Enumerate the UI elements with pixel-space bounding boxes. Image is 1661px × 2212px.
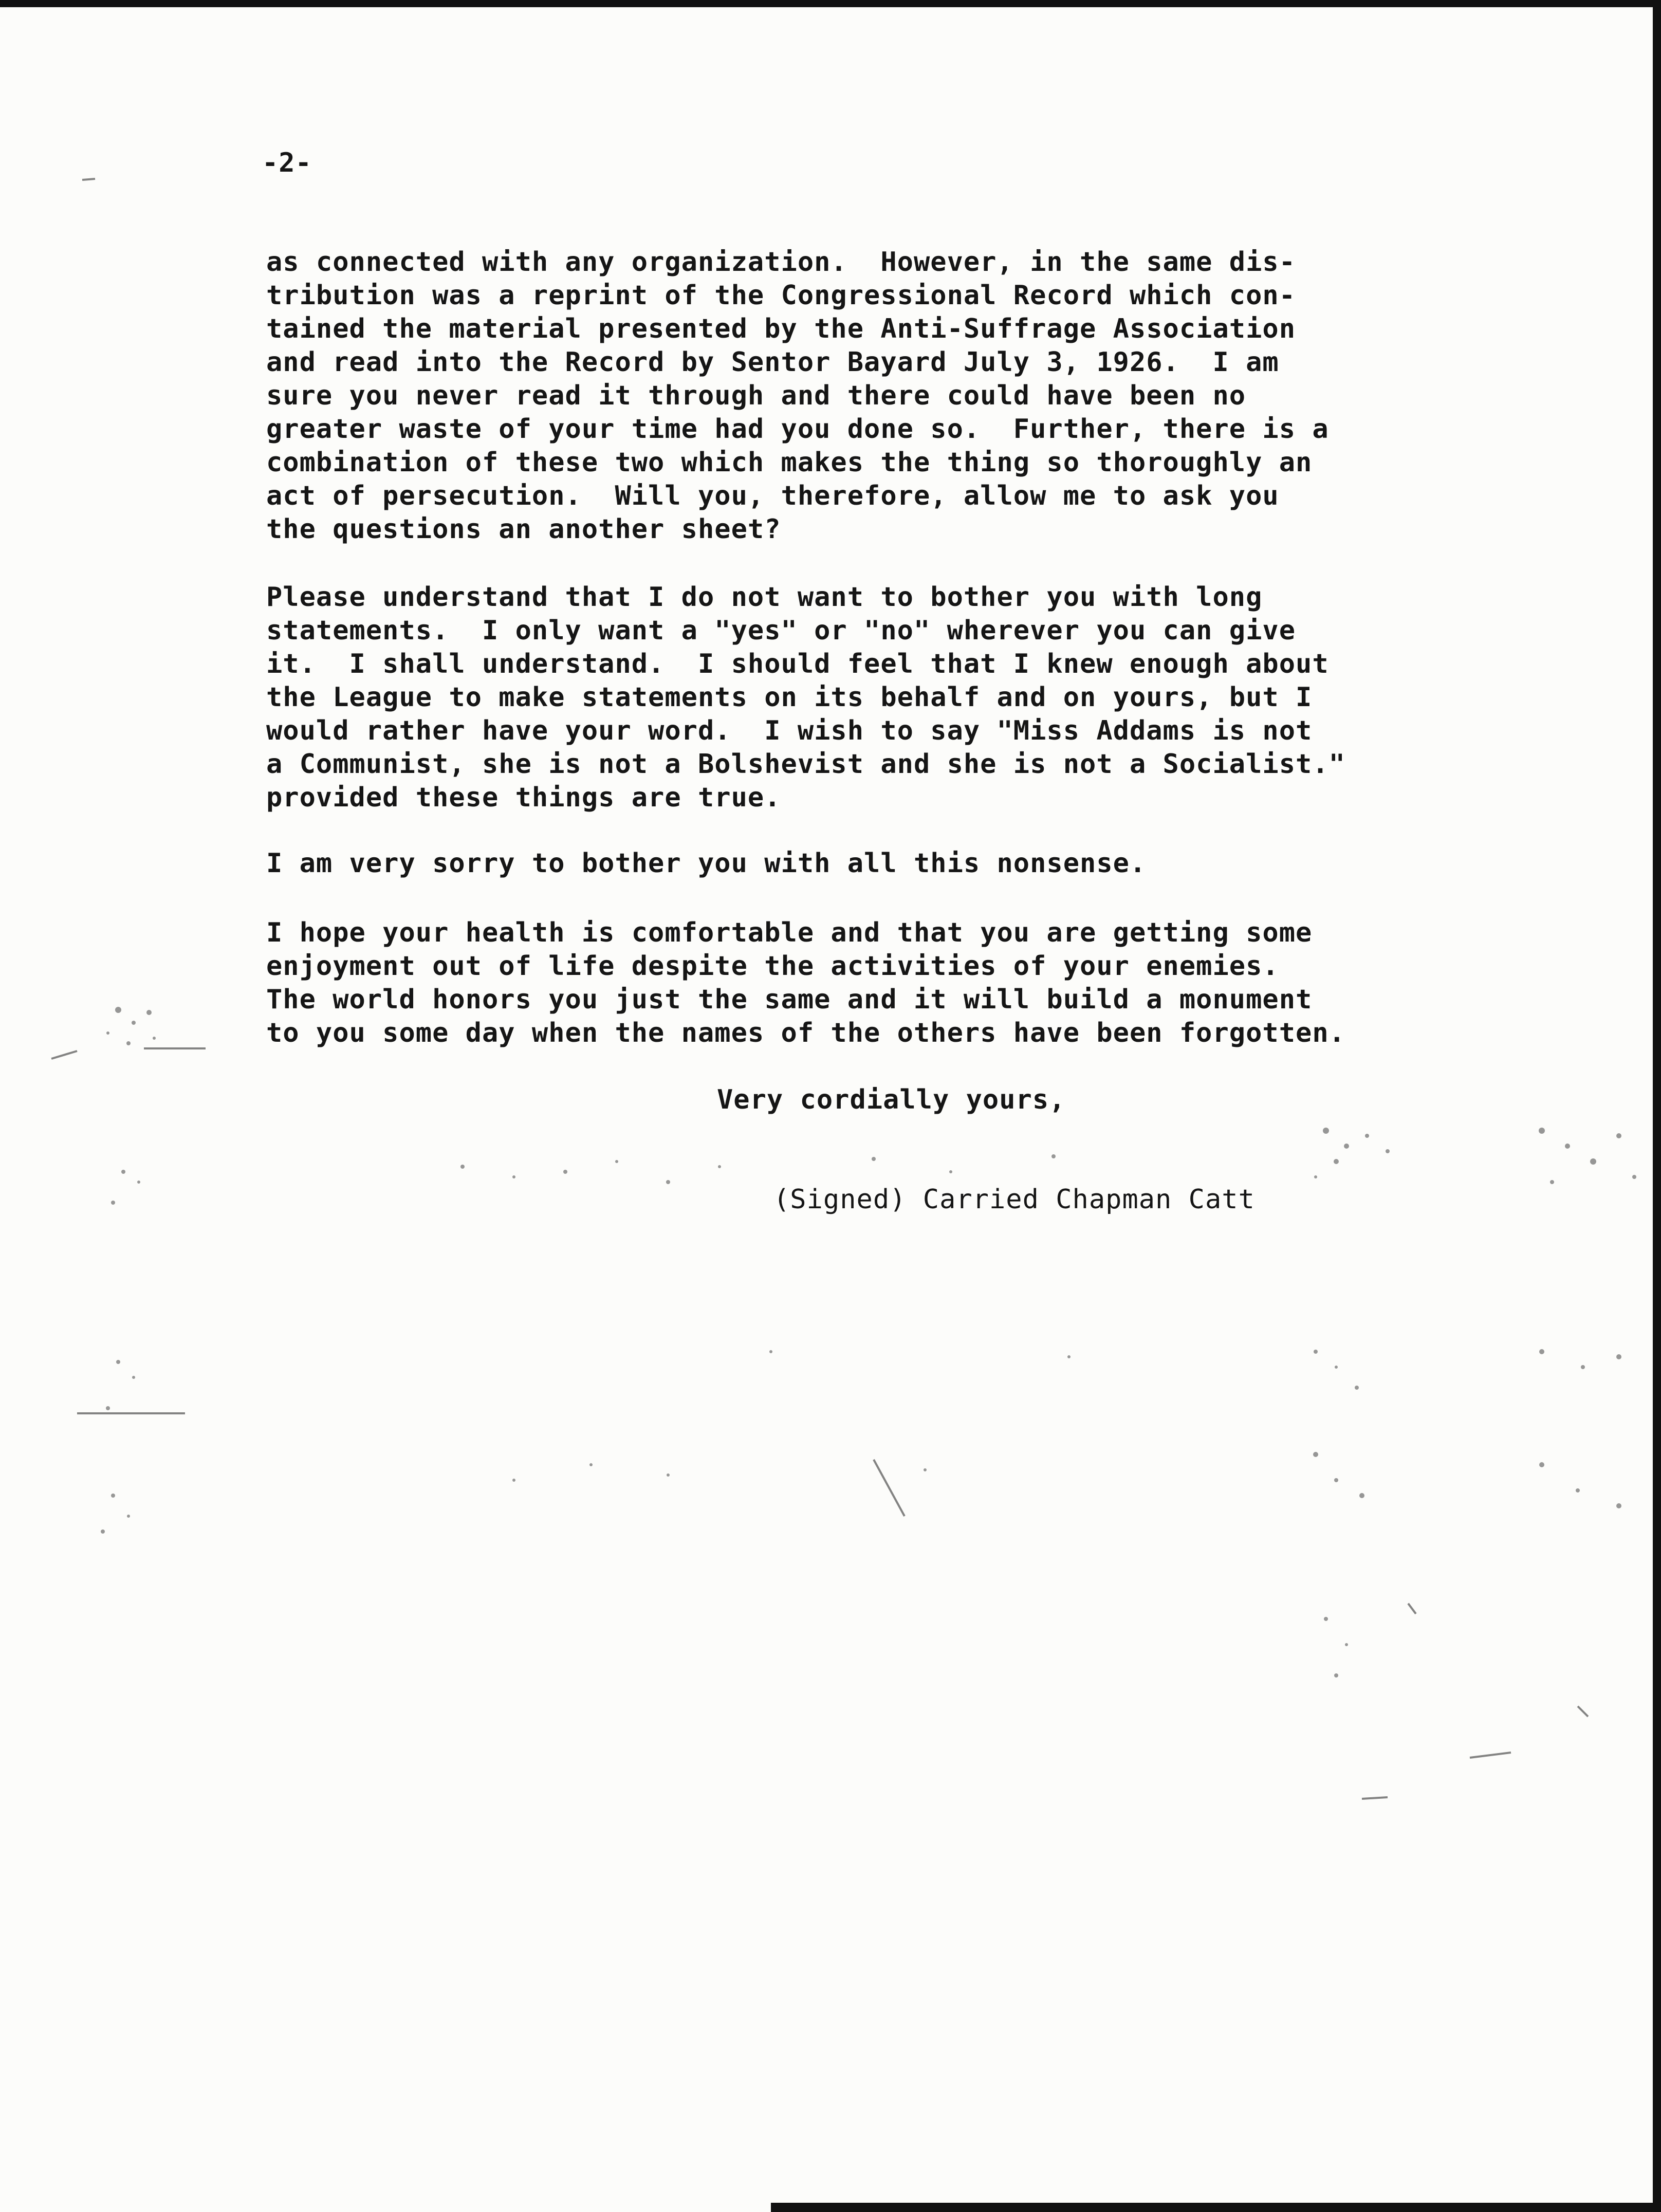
scan-edge-right	[1653, 0, 1661, 2212]
scan-edge-bottom	[771, 2203, 1661, 2212]
scan-edge-top	[0, 0, 1661, 7]
letter-paragraph-4: I hope your health is comfortable and that you are getting some enjoyment out of life despite the activities of your enemies. The world honors you just the same and it will build a monument to you some day when the names of the others have been forgotten.	[266, 917, 1345, 1048]
letter-signature: (Signed) Carried Chapman Catt	[773, 1184, 1255, 1215]
page-number: -2-	[262, 148, 312, 178]
letter-paragraph-3: I am very sorry to bother you with all this nonsense.	[266, 848, 1147, 879]
letter-paragraph-2: Please understand that I do not want to bother you with long statements. I only want a "yes" or "no" wherever you can give it. I shall understand. I should feel that I knew enough about the League to make statements on its behalf and on yours, but I would rather have your word. I wish to say "Miss Addams is not a Communist, she is not a Bolshevist and she is not a Socialist." provided these things are true.	[266, 582, 1345, 813]
letter-closing: Very cordially yours,	[717, 1084, 1066, 1115]
letter-paragraph-1: as connected with any organization. However, in the same dis- tribution was a reprint of the Congressional Record which con- tained the material presented by the Anti-Suffrage Association and read into the Record by Sentor Bayard July 3, 1926. I am sure you never read it through and there could have been no greater waste of your time had you done so. Further, there is a combination of these two which makes the thing so thoroughly an act of persecution. Will you, therefore, allow me to ask you the questions an another sheet?	[266, 247, 1329, 545]
